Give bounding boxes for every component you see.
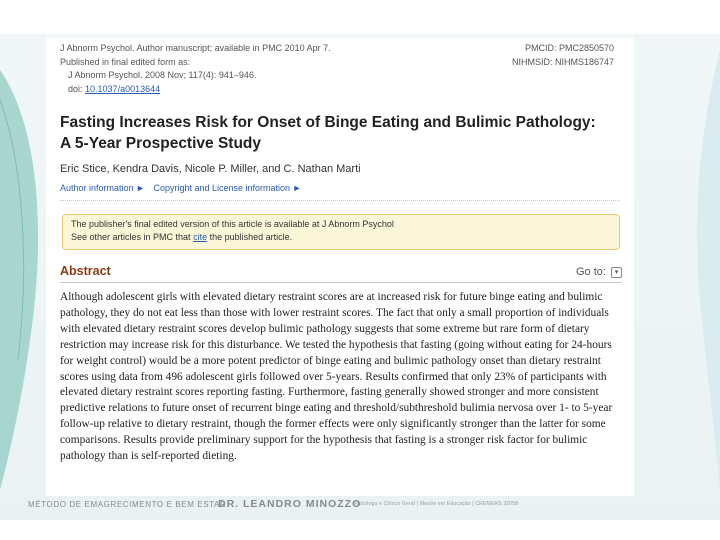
top-margin xyxy=(0,0,720,34)
footer-brand: DR. LEANDRO MINOZZO xyxy=(218,498,362,510)
author-list: Eric Stice, Kendra Davis, Nicole P. Miller, and C. Nathan Marti xyxy=(60,163,361,175)
published-line: Published in final edited form as: xyxy=(60,56,191,67)
document-page xyxy=(46,38,634,496)
abstract-body: Although adolescent girls with elevated dietary restraint scores are at increased risk for future binge eating and bulimic pathology, they do not eat less than those with lower restraint scores. The fact that only a small proportion of individuals with elevated dietary restraint scores develop bulimic pathology suggests that some extreme but rare form of dietary restriction may increase risk for this disturbance. We tested the hypothesis that fasting (going without eating for 24-hours for weight control) would be a more potent predictor of binge eating and bulimic pathology onset than dietary restraint scores using data from 496 adolescent girls followed over 5-years. Results confirmed that only 23% of participants with elevated dietary restraint scores reporting fasting. Furthermore, fasting generally showed stronger and more consistent predictive relations to future onset of recurrent binge eating and threshold/subthreshold bulimia nervosa over 1- to 5-year follow-up relative to dietary restraint, though the former effects were only significantly stronger than the latter for some comparisons. Results provide preliminary support for the hypothesis that fasting is a stronger risk factor for bulimic pathology than is self-reported dieting. xyxy=(60,291,613,463)
notice-line-2 xyxy=(71,231,611,244)
goto-label: Go to: xyxy=(575,266,606,278)
publisher-notice xyxy=(62,214,620,250)
doi-label: doi: xyxy=(68,83,83,94)
bottom-margin xyxy=(0,520,720,540)
identifier-block xyxy=(512,42,614,69)
citation-line: J Abnorm Psychol. 2008 Nov; 117(4): 941–946. xyxy=(68,70,257,80)
divider xyxy=(60,200,620,201)
abstract-heading: Abstract xyxy=(60,264,111,278)
feather-decoration-right xyxy=(630,40,720,500)
cite-link[interactable]: cite xyxy=(193,232,208,242)
journal-line: J Abnorm Psychol. Author manuscript; available in PMC 2010 Apr 7. xyxy=(60,43,331,53)
notice-line-1: The publisher's final edited version of this article is available at J Abnorm Psychol xyxy=(71,219,394,229)
nihmsid: NIHMSID: NIHMS186747 xyxy=(511,56,614,67)
pmcid: PMCID: PMC2850570 xyxy=(524,43,614,53)
doi-line xyxy=(60,83,331,97)
goto-menu[interactable] xyxy=(576,266,622,278)
notice-prefix: See other articles in PMC that xyxy=(71,232,191,242)
article-title: Fasting Increases Risk for Onset of Binge Eating and Bulimic Pathology: A 5-Year Prospective Study xyxy=(60,114,596,152)
footer-credentials: Nutrólogo e Clínico Geral | Mestre em Educação | CREMERS 32058 xyxy=(354,501,519,507)
footer-method: MÉTODO DE EMAGRECIMENTO E BEM ESTAR xyxy=(28,500,227,509)
abstract-divider xyxy=(60,282,622,283)
info-links xyxy=(60,183,307,193)
notice-suffix: the published article. xyxy=(209,232,293,242)
author-info-link[interactable]: Author information ► xyxy=(60,183,145,193)
doi-link[interactable]: 10.1037/a0013644 xyxy=(85,83,161,94)
chevron-down-icon[interactable]: ▾ xyxy=(611,267,622,278)
copyright-info-link[interactable]: Copyright and License information ► xyxy=(153,183,302,193)
slide-footer xyxy=(0,496,720,518)
citation-block xyxy=(60,42,331,96)
